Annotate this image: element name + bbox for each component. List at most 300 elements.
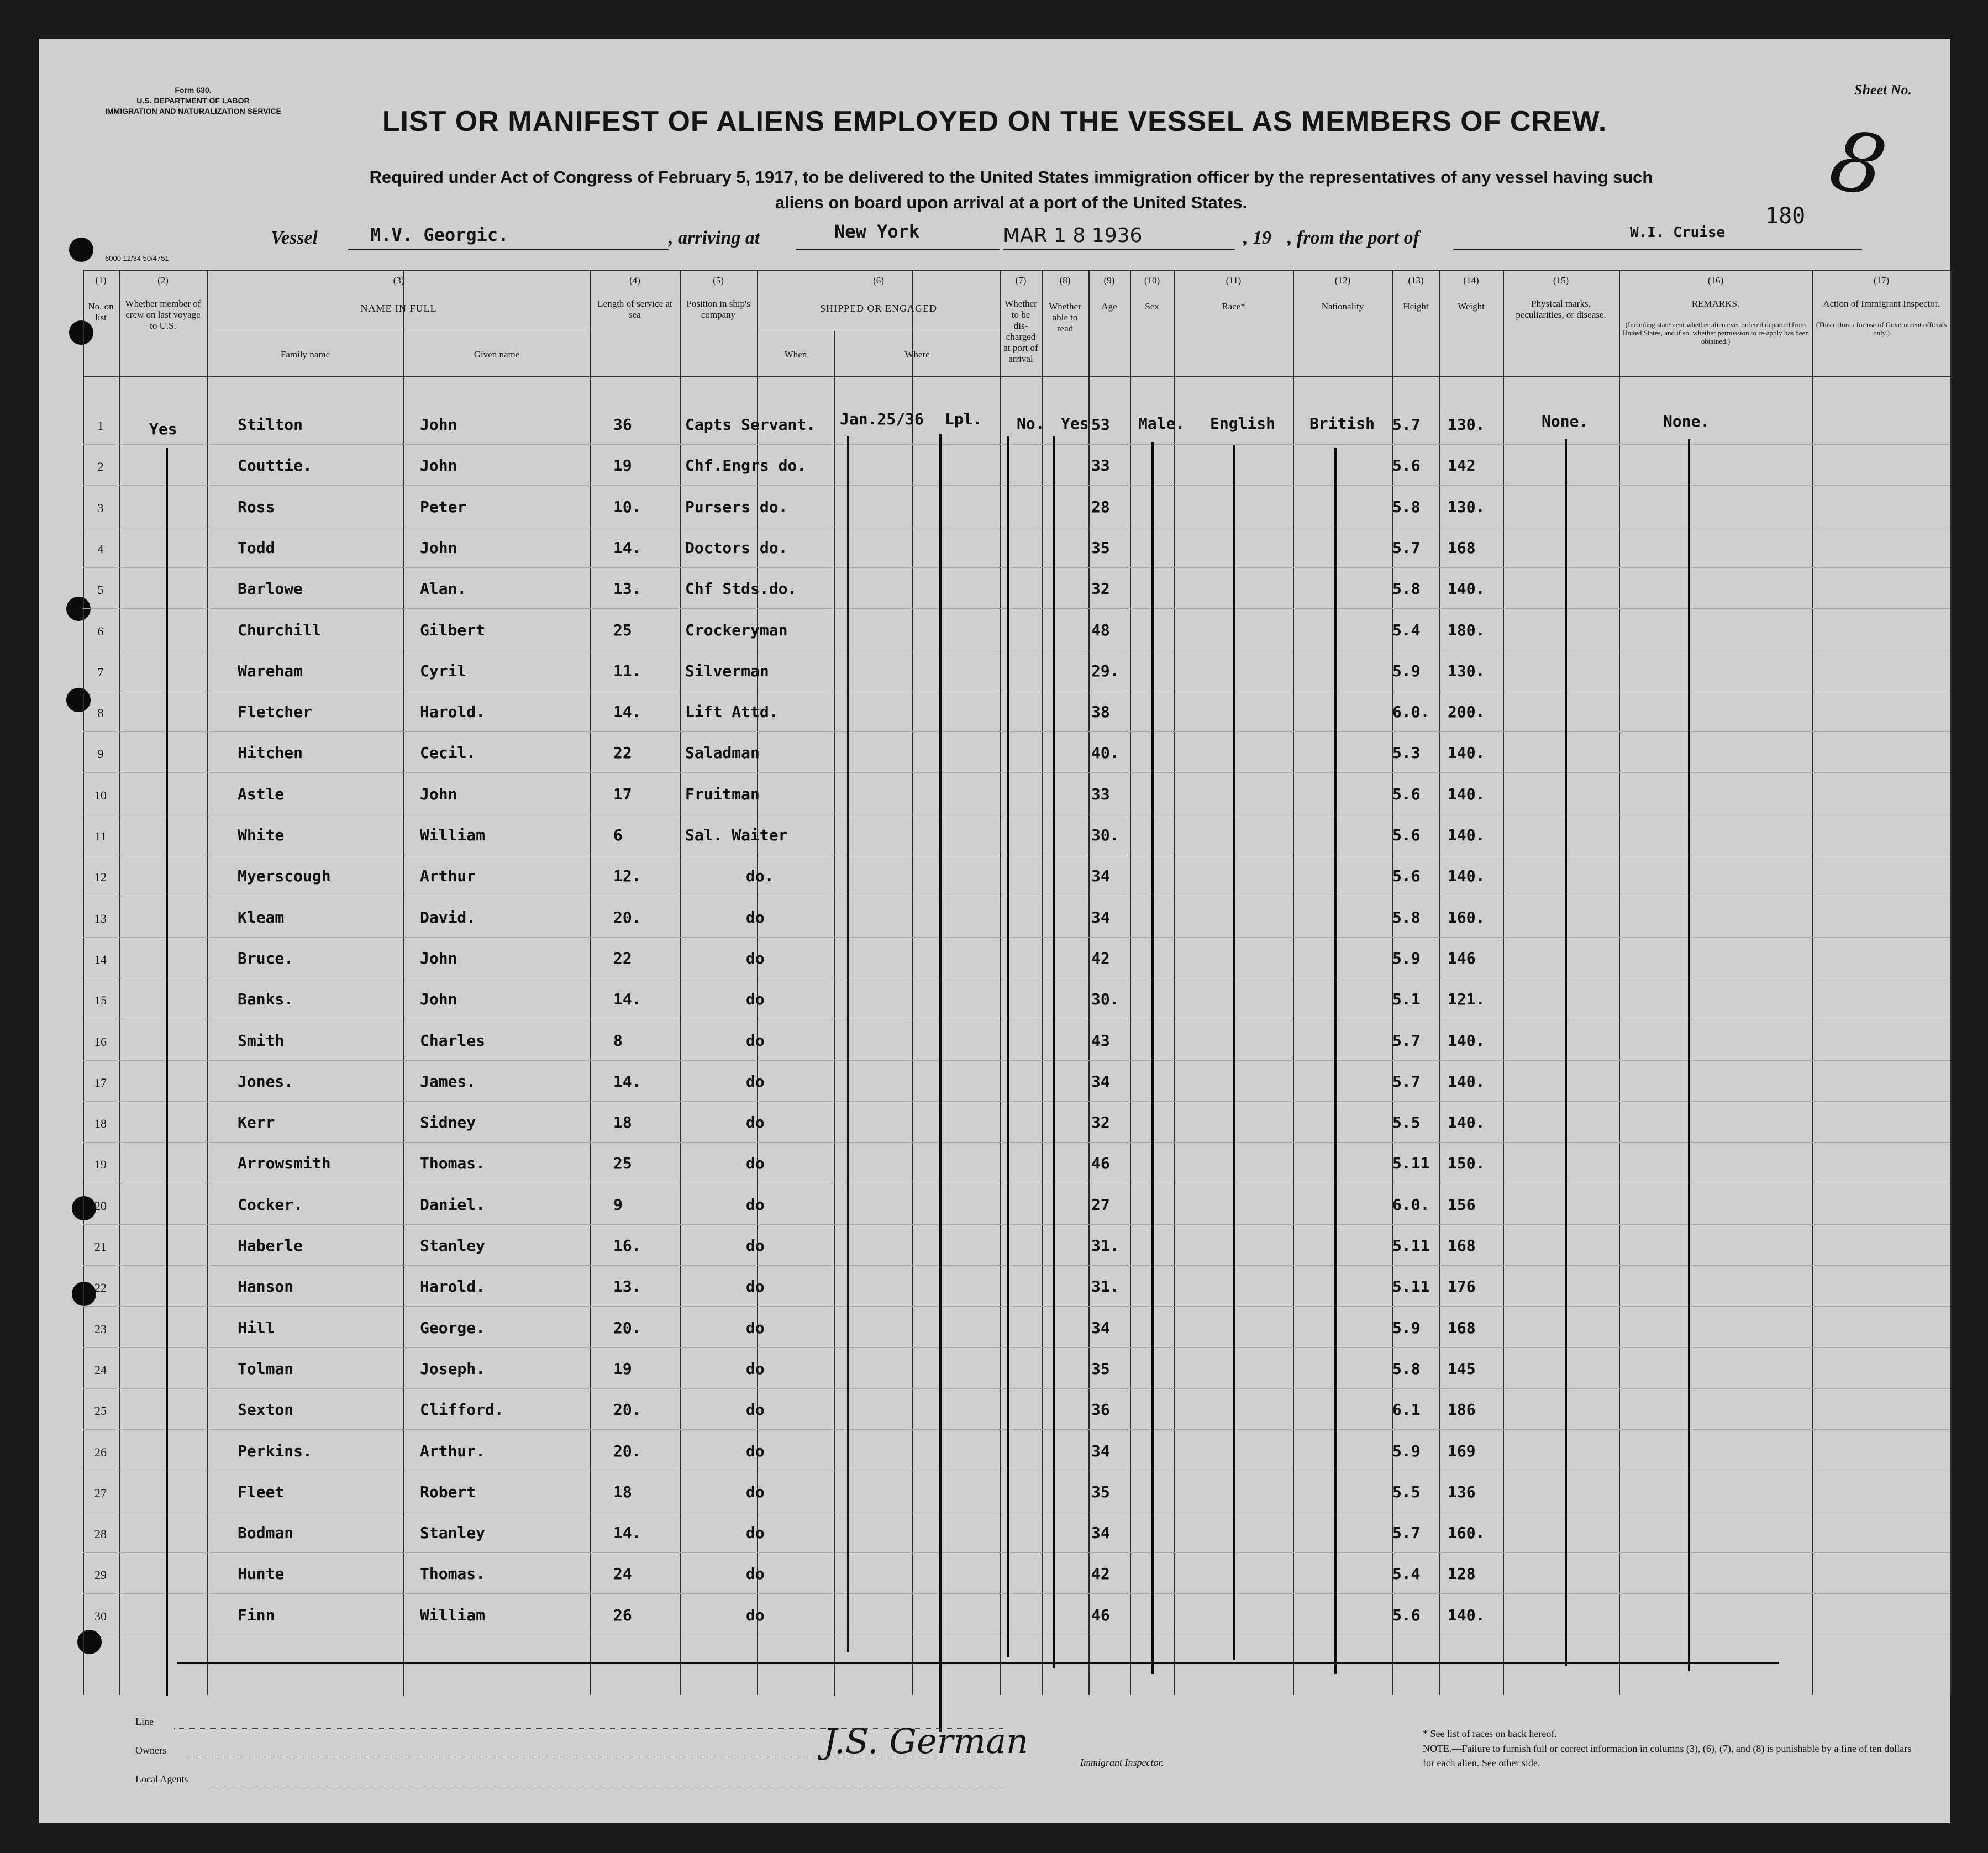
weight: 169 <box>1448 1442 1476 1460</box>
row-number: 16 <box>94 1035 107 1049</box>
row-number: 26 <box>94 1445 107 1459</box>
row-number: 10 <box>94 788 107 802</box>
position: do <box>746 949 765 967</box>
given-name: Alan. <box>420 580 467 598</box>
age: 53 <box>1091 415 1110 434</box>
height: 5.9 <box>1392 662 1421 680</box>
shipped-where: Lpl. <box>945 410 982 428</box>
document-title: LIST OR MANIFEST OF ALIENS EMPLOYED ON THE VESSEL AS MEMBERS OF CREW. <box>382 106 1607 138</box>
column-header: Age <box>1101 301 1117 312</box>
age: 48 <box>1091 621 1110 639</box>
row-number: 24 <box>94 1363 107 1377</box>
age: 30. <box>1091 990 1119 1008</box>
ditto-stroke <box>1688 439 1690 1671</box>
column-subheader: When <box>784 349 807 360</box>
given-name: David. <box>420 908 476 926</box>
age: 34 <box>1091 1524 1110 1542</box>
arrival-date: MAR 1 8 1936 <box>1003 224 1143 247</box>
column-number: (2) <box>157 275 169 286</box>
binder-hole <box>69 320 93 345</box>
column-divider <box>1950 270 1952 1695</box>
length-of-service: 14. <box>613 539 641 557</box>
height: 6.1 <box>1392 1401 1421 1419</box>
family-name: Kleam <box>238 908 285 926</box>
given-name: Joseph. <box>420 1360 486 1378</box>
weight: 130. <box>1448 498 1485 516</box>
column-number: (4) <box>629 275 640 286</box>
column-number: (8) <box>1059 275 1071 286</box>
height: 5.9 <box>1392 1442 1421 1460</box>
row-rule <box>83 567 1950 568</box>
given-name: Stanley <box>420 1524 486 1542</box>
row-number: 28 <box>94 1527 107 1541</box>
column-header: Whether member of crew on last voyage to U.S. <box>125 298 201 331</box>
position: do <box>746 1277 765 1296</box>
length-of-service: 16. <box>613 1236 641 1255</box>
print-code: 6000 12/34 50/4751 <box>105 254 169 262</box>
sheet-label: Sheet No. <box>1854 82 1912 98</box>
row-number: 30 <box>94 1609 107 1623</box>
length-of-service: 26 <box>613 1606 632 1624</box>
height: 5.1 <box>1392 990 1421 1008</box>
height: 5.6 <box>1392 456 1421 475</box>
weight: 168 <box>1448 1236 1476 1255</box>
column-divider <box>1130 270 1131 1695</box>
row-number: 15 <box>94 993 107 1007</box>
row-rule <box>83 1060 1950 1061</box>
column-divider <box>757 270 758 1695</box>
height: 5.7 <box>1392 539 1421 557</box>
length-of-service: 12. <box>613 867 641 885</box>
weight: 140. <box>1448 1072 1485 1091</box>
position: do <box>746 1072 765 1091</box>
position: do <box>746 1483 765 1501</box>
column-divider <box>119 270 120 1695</box>
age: 35 <box>1091 1360 1110 1378</box>
column-header: No. on list <box>88 301 114 323</box>
row-number: 1 <box>97 419 104 433</box>
given-name: George. <box>420 1319 486 1337</box>
column-header: Whether able to read <box>1049 301 1081 334</box>
weight: 140. <box>1448 580 1485 598</box>
row-number: 21 <box>94 1240 107 1254</box>
position: do <box>746 1401 765 1419</box>
column-header: REMARKS. <box>1691 298 1740 309</box>
weight: 180. <box>1448 621 1485 639</box>
position: do <box>746 1524 765 1542</box>
height: 5.7 <box>1392 415 1421 434</box>
column-divider <box>1392 270 1393 1695</box>
family-name: Myerscough <box>238 867 331 885</box>
inspector-signature: J.S. German <box>823 1721 1028 1761</box>
column-header: Weight <box>1458 301 1485 312</box>
height: 5.11 <box>1392 1277 1430 1296</box>
length-of-service: 14. <box>613 1072 641 1091</box>
height: 5.7 <box>1392 1072 1421 1091</box>
position: do <box>746 908 765 926</box>
position: Lift Attd. <box>685 703 779 721</box>
given-name: Clifford. <box>420 1401 504 1419</box>
column-number: (5) <box>713 275 724 286</box>
length-of-service: 17 <box>613 785 632 803</box>
weight: 130. <box>1448 662 1485 680</box>
position: do <box>746 1113 765 1131</box>
length-of-service: 20. <box>613 1442 641 1460</box>
age: 34 <box>1091 1442 1110 1460</box>
able-to-read: Yes <box>1061 414 1089 433</box>
weight: 121. <box>1448 990 1485 1008</box>
family-name: Bodman <box>238 1524 294 1542</box>
column-subheader: Given name <box>474 349 520 360</box>
weight: 168 <box>1448 1319 1476 1337</box>
position: do <box>746 1319 765 1337</box>
family-name: Perkins. <box>238 1442 312 1460</box>
ditto-stroke <box>847 436 849 1652</box>
row-rule <box>83 485 1950 486</box>
column-divider <box>1000 270 1001 1695</box>
family-name: Churchill <box>238 621 322 639</box>
given-name: Harold. <box>420 1277 486 1296</box>
column-number: (16) <box>1707 275 1724 286</box>
length-of-service: 14. <box>613 1524 641 1542</box>
height: 5.6 <box>1392 867 1421 885</box>
age: 46 <box>1091 1606 1110 1624</box>
column-divider <box>1503 270 1504 1695</box>
family-name: Cocker. <box>238 1196 303 1214</box>
stamp-number: 180 <box>1765 203 1806 229</box>
length-of-service: 13. <box>613 1277 641 1296</box>
ditto-stroke <box>1334 448 1337 1674</box>
column-header: Position in ship's company <box>686 298 750 320</box>
age: 33 <box>1091 785 1110 803</box>
age: 42 <box>1091 1565 1110 1583</box>
given-name: Thomas. <box>420 1154 486 1172</box>
line-label: Line <box>135 1716 154 1727</box>
footnote-races: * See list of races on back hereof. <box>1423 1728 1557 1739</box>
height: 5.8 <box>1392 1360 1421 1378</box>
weight: 140. <box>1448 826 1485 844</box>
height: 6.0. <box>1392 1196 1430 1214</box>
age: 33 <box>1091 456 1110 475</box>
column-number: (6) <box>873 275 884 286</box>
footnote-penalty: NOTE.—Failure to furnish full or correct information in columns (3), (6), (7), and (8) is punishable by a fine of ten dollars for each alien. See other side. <box>1423 1743 1912 1768</box>
physical-marks: None. <box>1542 412 1589 430</box>
weight: 136 <box>1448 1483 1476 1501</box>
age: 31. <box>1091 1236 1119 1255</box>
sex: Male. <box>1138 414 1185 433</box>
length-of-service: 19 <box>613 456 632 475</box>
row-number: 29 <box>94 1568 107 1582</box>
age: 30. <box>1091 826 1119 844</box>
age: 28 <box>1091 498 1110 516</box>
family-name: Todd <box>238 539 275 557</box>
position: Chf.Engrs do. <box>685 456 807 475</box>
ditto-stroke <box>166 448 168 1696</box>
column-header: Sex <box>1145 301 1159 312</box>
binder-hole <box>66 597 91 621</box>
row-number: 5 <box>97 583 104 597</box>
family-name: Finn <box>238 1606 275 1624</box>
given-name: Arthur <box>420 867 476 885</box>
column-divider <box>1088 270 1090 1695</box>
family-name: Hanson <box>238 1277 294 1296</box>
position: do <box>746 1606 765 1624</box>
given-name: John <box>420 539 457 557</box>
row-rule <box>83 1593 1950 1594</box>
age: 34 <box>1091 1072 1110 1091</box>
length-of-service: 36 <box>613 415 632 434</box>
row-number: 6 <box>97 624 104 638</box>
age: 34 <box>1091 867 1110 885</box>
given-name: Stanley <box>420 1236 486 1255</box>
column-number: (7) <box>1015 275 1027 286</box>
position: Pursers do. <box>685 498 788 516</box>
column-number: (11) <box>1226 275 1242 286</box>
family-name: Astle <box>238 785 285 803</box>
weight: 142 <box>1448 456 1476 475</box>
weight: 156 <box>1448 1196 1476 1214</box>
height: 5.5 <box>1392 1483 1421 1501</box>
age: 46 <box>1091 1154 1110 1172</box>
age: 32 <box>1091 1113 1110 1131</box>
given-name: Gilbert <box>420 621 486 639</box>
race: English <box>1210 414 1276 433</box>
column-number: (1) <box>95 275 107 286</box>
closing-line <box>177 1662 1779 1664</box>
position: do. <box>746 867 774 885</box>
row-number: 14 <box>94 952 107 966</box>
column-divider <box>83 270 84 1695</box>
family-name: Wareham <box>238 662 303 680</box>
family-name: Ross <box>238 498 275 516</box>
family-name: Fletcher <box>238 703 312 721</box>
row-rule <box>83 1306 1950 1307</box>
row-number: 4 <box>97 542 104 556</box>
position: do <box>746 1236 765 1255</box>
position: do <box>746 990 765 1008</box>
row-number: 2 <box>97 460 104 473</box>
row-rule <box>83 608 1950 609</box>
weight: 176 <box>1448 1277 1476 1296</box>
length-of-service: 10. <box>613 498 641 516</box>
family-name: Fleet <box>238 1483 285 1501</box>
given-name: Daniel. <box>420 1196 486 1214</box>
weight: 145 <box>1448 1360 1476 1378</box>
weight: 186 <box>1448 1401 1476 1419</box>
weight: 140. <box>1448 867 1485 885</box>
length-of-service: 9 <box>613 1196 623 1214</box>
owners-label: Owners <box>135 1745 166 1756</box>
row-number: 12 <box>94 870 107 884</box>
subtitle-line-2: aliens on board upon arrival at a port of the United States. <box>775 193 1248 212</box>
ditto-stroke <box>1007 436 1009 1657</box>
nationality: British <box>1309 414 1375 433</box>
position: Saladman <box>685 744 760 762</box>
height: 5.5 <box>1392 1113 1421 1131</box>
row-rule <box>83 1388 1950 1389</box>
shipped-when: Jan.25/36 <box>840 410 924 428</box>
row-rule <box>83 1429 1950 1430</box>
age: 27 <box>1091 1196 1110 1214</box>
weight: 130. <box>1448 415 1485 434</box>
height: 5.6 <box>1392 785 1421 803</box>
inspector-label: Immigrant Inspector. <box>1080 1757 1164 1768</box>
given-name: Robert <box>420 1483 476 1501</box>
length-of-service: 22 <box>613 744 632 762</box>
subtitle-line-1: Required under Act of Congress of February 5, 1917, to be delivered to the United States immigration officer by the representatives of any vessel having such <box>369 167 1653 187</box>
ditto-stroke <box>1053 436 1055 1668</box>
manifest-sheet <box>39 39 1950 1823</box>
discharged-at-port: No. <box>1017 414 1045 433</box>
height: 5.9 <box>1392 949 1421 967</box>
given-name: James. <box>420 1072 476 1091</box>
row-rule <box>83 1224 1950 1225</box>
row-rule <box>83 1552 1950 1553</box>
age: 35 <box>1091 1483 1110 1501</box>
row-number: 17 <box>94 1076 107 1089</box>
column-header: Race* <box>1222 301 1245 312</box>
length-of-service: 19 <box>613 1360 632 1378</box>
position: do <box>746 1196 765 1214</box>
column-divider <box>590 270 591 1695</box>
column-header: Action of Immigrant Inspector. <box>1823 298 1940 309</box>
row-rule <box>83 1101 1950 1102</box>
subcolumn-divider <box>834 331 835 1696</box>
weight: 168 <box>1448 539 1476 557</box>
ditto-stroke <box>1565 439 1567 1666</box>
column-number: (3) <box>393 275 404 286</box>
given-name: William <box>420 826 486 844</box>
column-divider <box>1174 270 1175 1695</box>
given-name: John <box>420 456 457 475</box>
height: 5.4 <box>1392 1565 1421 1583</box>
column-divider <box>207 270 208 1695</box>
height: 5.8 <box>1392 580 1421 598</box>
weight: 146 <box>1448 949 1476 967</box>
position: do <box>746 1154 765 1172</box>
family-name: Smith <box>238 1031 285 1050</box>
column-header: Whether to be dis-charged at port of arrival <box>1003 298 1038 364</box>
row-number: 11 <box>94 829 107 843</box>
family-name: Bruce. <box>238 949 294 967</box>
given-name: Charles <box>420 1031 486 1050</box>
column-note: (Including statement whether alien ever ordered deported from United States, and if so, whether permission to re-apply has been obtained.) <box>1622 320 1809 345</box>
family-name: Sexton <box>238 1401 294 1419</box>
position: do <box>746 1442 765 1460</box>
vessel-label: Vessel <box>271 228 318 248</box>
column-divider <box>1293 270 1294 1695</box>
row-number: 3 <box>97 501 104 515</box>
length-of-service: 6 <box>613 826 623 844</box>
age: 36 <box>1091 1401 1110 1419</box>
length-of-service: 20. <box>613 1319 641 1337</box>
form-number: Form 630. <box>175 86 212 94</box>
subcolumn-divider <box>403 331 404 1696</box>
length-of-service: 24 <box>613 1565 632 1583</box>
height: 5.7 <box>1392 1524 1421 1542</box>
weight: 140. <box>1448 1606 1485 1624</box>
length-of-service: 13. <box>613 580 641 598</box>
weight: 128 <box>1448 1565 1476 1583</box>
column-subheader: Family name <box>280 349 330 360</box>
column-divider <box>1439 270 1440 1695</box>
family-name: White <box>238 826 285 844</box>
given-name: Sidney <box>420 1113 476 1131</box>
row-rule <box>83 1347 1950 1348</box>
binder-hole <box>69 238 93 262</box>
service-name: IMMIGRATION AND NATURALIZATION SERVICE <box>105 107 281 115</box>
length-of-service: 22 <box>613 949 632 967</box>
age: 40. <box>1091 744 1119 762</box>
family-name: Hitchen <box>238 744 303 762</box>
position: Sal. Waiter <box>685 826 788 844</box>
given-name: Peter <box>420 498 467 516</box>
column-divider <box>1619 270 1620 1695</box>
column-header: Physical marks, peculiarities, or disease. <box>1516 298 1606 320</box>
given-name: Thomas. <box>420 1565 486 1583</box>
column-number: (9) <box>1103 275 1115 286</box>
column-header: SHIPPED OR ENGAGED <box>819 303 937 314</box>
column-number: (14) <box>1463 275 1479 286</box>
row-rule <box>83 937 1950 938</box>
row-number: 8 <box>97 706 104 720</box>
row-number: 27 <box>94 1486 107 1500</box>
given-name: Cecil. <box>420 744 476 762</box>
column-number: (10) <box>1144 275 1160 286</box>
row-rule <box>83 444 1950 445</box>
crew-last-voyage: Yes <box>149 420 177 438</box>
given-name: William <box>420 1606 486 1624</box>
given-name: John <box>420 415 457 434</box>
length-of-service: 18 <box>613 1483 632 1501</box>
family-name: Hunte <box>238 1565 285 1583</box>
family-name: Banks. <box>238 990 294 1008</box>
given-name: John <box>420 990 457 1008</box>
row-number: 9 <box>97 747 104 761</box>
height: 5.11 <box>1392 1236 1430 1255</box>
height: 5.4 <box>1392 621 1421 639</box>
height: 6.0. <box>1392 703 1430 721</box>
age: 31. <box>1091 1277 1119 1296</box>
row-number: 18 <box>94 1117 107 1130</box>
column-header: Length of service at sea <box>597 298 672 320</box>
age: 34 <box>1091 908 1110 926</box>
year-label: , 19 <box>1243 228 1271 248</box>
row-number: 25 <box>94 1404 107 1418</box>
weight: 140. <box>1448 744 1485 762</box>
row-number: 7 <box>97 665 104 679</box>
weight: 140. <box>1448 785 1485 803</box>
row-rule <box>83 772 1950 773</box>
given-name: Cyril <box>420 662 467 680</box>
position: Doctors do. <box>685 539 788 557</box>
column-subheader: Where <box>904 349 930 360</box>
length-of-service: 20. <box>613 1401 641 1419</box>
weight: 140. <box>1448 1113 1485 1131</box>
height: 5.6 <box>1392 826 1421 844</box>
column-number: (12) <box>1334 275 1351 286</box>
height: 5.9 <box>1392 1319 1421 1337</box>
height: 5.11 <box>1392 1154 1430 1172</box>
vessel-name: M.V. Georgic. <box>370 224 509 245</box>
age: 35 <box>1091 539 1110 557</box>
weight: 160. <box>1448 1524 1485 1542</box>
family-name: Arrowsmith <box>238 1154 331 1172</box>
given-name: Arthur. <box>420 1442 486 1460</box>
family-name: Hill <box>238 1319 275 1337</box>
row-number: 23 <box>94 1322 107 1336</box>
given-name: Harold. <box>420 703 486 721</box>
